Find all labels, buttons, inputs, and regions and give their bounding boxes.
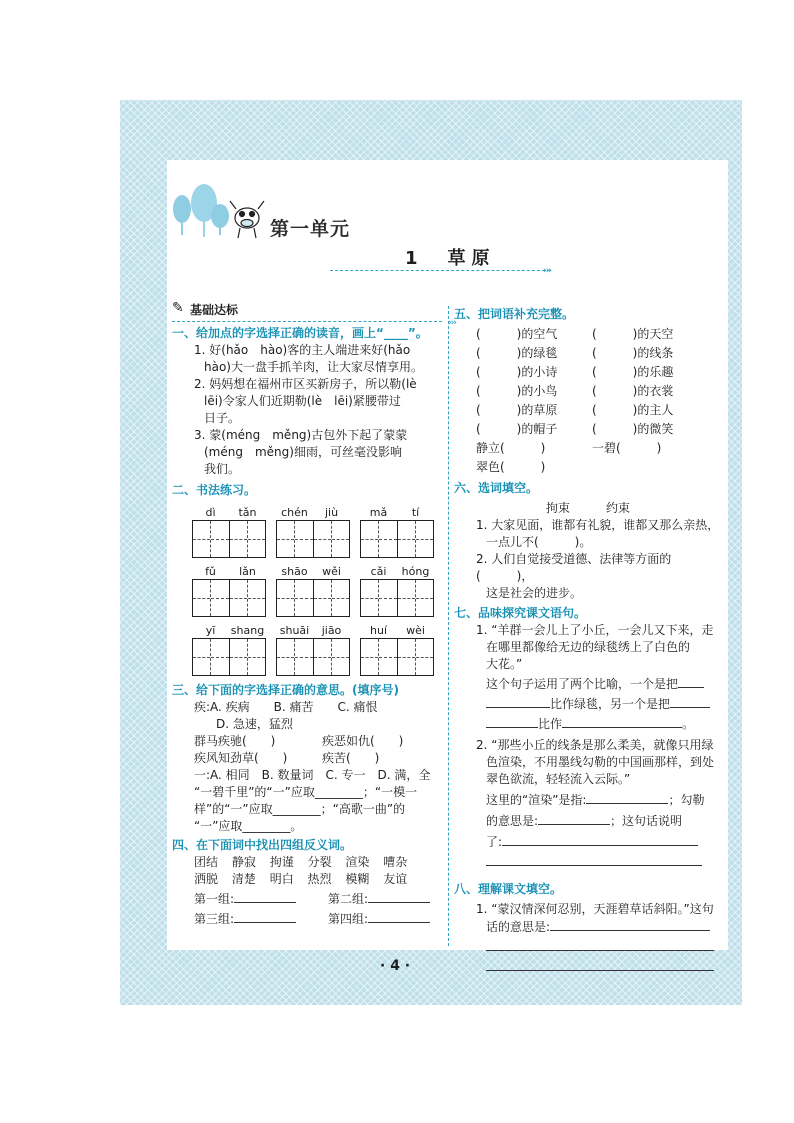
answer-blank[interactable]	[234, 910, 296, 923]
s8-q1-line4	[454, 958, 722, 976]
s1-q2-line1: 2. 妈妈想在福州市区买新房子，所以勒(lè	[194, 377, 417, 391]
s7-q2-line1: 2. “那些小丘的线条是那么柔美，就像只用绿	[476, 738, 714, 752]
answer-blank[interactable]	[486, 958, 714, 971]
s5-row	[454, 439, 722, 458]
s5-row	[454, 344, 722, 363]
answer-blank[interactable]	[368, 910, 430, 923]
s7-q2-line3: 翠色欲流，轻轻流入云际。”	[486, 772, 631, 786]
word: 拘谨	[269, 855, 294, 869]
arrow-decoration: ›››	[543, 266, 552, 276]
s7-text: 这个句子运用了两个比喻，一个是把	[486, 677, 679, 691]
s5-item: ( )的绿毯	[476, 346, 558, 360]
s7-text: 比作	[538, 717, 563, 731]
writing-cells[interactable]	[276, 520, 350, 558]
grid-group	[276, 623, 350, 676]
s7-text: 比作绿毯，另一个是把	[550, 697, 671, 711]
answer-blank[interactable]	[562, 715, 682, 728]
section-3-title: 三、给下面的字选择正确的意思。(填序号)	[172, 683, 399, 697]
s5-item: 静立( )	[476, 441, 546, 455]
s7-q2-line6	[454, 833, 722, 851]
s5-item: ( )的衣裳	[592, 384, 674, 398]
answer-blank[interactable]	[486, 938, 714, 951]
word: 模糊	[345, 872, 370, 886]
section-7-title: 七、品味探究课文语句。	[454, 606, 587, 620]
s7-q1-line3: 大花。”	[486, 657, 523, 671]
group-label: 第四组:	[328, 912, 369, 926]
grid-group	[192, 505, 266, 558]
pinyin: hóng	[401, 565, 430, 578]
section-1-title: 一、给加点的字选择正确的读音，画上“____”。	[172, 326, 428, 340]
writing-cells[interactable]	[276, 579, 350, 617]
s5-item: ( )的空气	[476, 327, 558, 341]
section-basic-text: 基础达标	[190, 303, 239, 317]
answer-blank[interactable]	[486, 853, 702, 866]
pinyin: mǎ	[369, 506, 388, 519]
s7-q1-line2: 在哪里都像给无边的绿毯绣上了白色的	[486, 640, 691, 654]
s5-row	[454, 325, 722, 344]
grid-group	[360, 505, 434, 558]
pinyin: wèi	[406, 624, 425, 637]
s5-item: ( )的帽子	[476, 422, 558, 436]
word: 明白	[269, 872, 294, 886]
s5-item: ( )的微笑	[592, 422, 674, 436]
section-label-basic	[172, 300, 442, 319]
pinyin: wěi	[322, 565, 341, 578]
s1-q1-line2: hào)大一盘手抓羊肉，让大家尽情享用。	[204, 360, 423, 374]
pinyin: tǎn	[238, 506, 257, 519]
pinyin: cǎi	[370, 565, 387, 578]
s7-text: ；这句话说明	[610, 814, 683, 828]
left-column	[172, 300, 456, 928]
group-label: 第一组:	[194, 892, 235, 906]
s5-row	[454, 382, 722, 401]
answer-blank[interactable]	[586, 791, 668, 804]
word: 友谊	[383, 872, 408, 886]
pinyin: yī	[205, 624, 216, 637]
s5-item: ( )的小鸟	[476, 384, 558, 398]
s1-q3-line1: 3. 蒙(méng měng)古包外下起了蒙蒙	[194, 428, 408, 442]
group-label: 第二组:	[328, 892, 369, 906]
unit-title: 第一单元	[270, 218, 351, 240]
s5-item: ( )的主人	[592, 403, 674, 417]
s7-q2-line5	[454, 812, 722, 830]
pinyin: lǎn	[239, 565, 256, 578]
writing-cells[interactable]	[192, 579, 266, 617]
word: 渲染	[345, 855, 370, 869]
s1-q2-line2: lēi)令家人们近期勒(lè lēi)紧腰带过	[204, 394, 401, 408]
section-8-title: 八、理解课文填空。	[454, 882, 563, 896]
writing-cells[interactable]	[192, 520, 266, 558]
grid-row-3	[192, 623, 442, 676]
pinyin: shuāi	[279, 624, 310, 637]
s7-text: 了:	[486, 835, 503, 849]
pinyin: jiù	[324, 506, 339, 519]
s1-q1-line1: 1. 好(hǎo hào)客的主人端进来好(hǎo	[194, 343, 411, 357]
s5-item: ( )的草原	[476, 403, 558, 417]
s8-q1-line1: 1. “蒙汉情深何忍别，天涯碧草话斜阳。”这句	[476, 902, 714, 916]
calligraphy-grid	[172, 505, 442, 676]
grid-group	[276, 505, 350, 558]
s1-q3-line3: 我们。	[204, 462, 241, 476]
writing-cells[interactable]	[360, 638, 434, 676]
word: 团结	[194, 855, 219, 869]
s4-groups-row2	[172, 910, 442, 928]
s3-line7: 样”的“一”应取________；“高歌一曲”的	[194, 802, 406, 816]
answer-blank[interactable]	[678, 675, 704, 688]
s6-q2-line2: 这是社会的进步。	[486, 586, 583, 600]
s5-item: ( )的小诗	[476, 365, 558, 379]
answer-blank[interactable]	[670, 695, 710, 708]
s5-pairs	[454, 325, 722, 477]
answer-blank[interactable]	[550, 918, 710, 931]
page-number: · 4 ·	[380, 958, 411, 974]
writing-cells[interactable]	[192, 638, 266, 676]
writing-cells[interactable]	[360, 520, 434, 558]
grid-group	[360, 564, 434, 617]
s7-q1-line6: 比作 。	[454, 715, 722, 733]
s7-text: ；勾勒	[668, 793, 705, 807]
pinyin: huí	[370, 624, 387, 637]
pinyin: fǔ	[205, 565, 216, 578]
s4-words-row1	[172, 854, 442, 871]
pinyin: shāo	[281, 565, 308, 578]
s3-line5: 一:A. 相同 B. 数量词 C. 专一 D. 满，全	[194, 768, 431, 782]
answer-blank[interactable]	[368, 890, 430, 903]
s7-q1-line5	[454, 695, 722, 713]
s8-text: 话的意思是:	[486, 920, 551, 934]
pencil-icon: ✎	[172, 300, 184, 316]
s3-line6: “一碧千里”的“一”应取________；“一模一	[194, 785, 418, 799]
pinyin: chén	[281, 506, 308, 519]
pinyin: shang	[230, 624, 265, 637]
s3-line8: “一”应取________。	[194, 819, 303, 833]
pinyin: jiāo	[321, 624, 342, 637]
s8-q1-line3	[454, 938, 722, 956]
answer-blank[interactable]	[486, 695, 550, 708]
s3-line1: 疾:A. 疾病 B. 痛苦 C. 痛恨	[194, 700, 378, 714]
s5-item: ( )的乐趣	[592, 365, 674, 379]
s3-line3	[172, 733, 442, 750]
s7-q2-line4	[454, 791, 722, 809]
grid-group	[276, 564, 350, 617]
s6-q2-line1: 2. 人们自觉接受道德、法律等方面的( )，	[476, 552, 672, 583]
section-2-title: 二、书法练习。	[172, 483, 257, 497]
grid-row-1	[192, 505, 442, 558]
word: 分裂	[307, 855, 332, 869]
grid-row-2	[192, 564, 442, 617]
s5-row	[454, 363, 722, 382]
s5-item: ( )的线条	[592, 346, 674, 360]
grid-group	[192, 564, 266, 617]
writing-cells[interactable]	[360, 579, 434, 617]
word: 热烈	[307, 872, 332, 886]
s7-q1-line4	[454, 675, 722, 693]
pinyin: dì	[205, 506, 216, 519]
s6-options: 拘束 约束	[545, 501, 630, 515]
section-4-title: 四、在下面词中找出四组反义词。	[172, 838, 353, 852]
s8-q1-line2	[454, 918, 722, 936]
s3-item: 疾风知劲草( )	[194, 751, 288, 765]
s3-line2: D. 急速，猛烈	[216, 717, 293, 731]
s7-text: 这里的“渲染”是指:	[486, 793, 587, 807]
right-column	[454, 306, 722, 976]
answer-blank[interactable]	[234, 890, 296, 903]
s5-row: 翠色( )	[476, 460, 546, 474]
s6-q1-line2: 一点儿不( )。	[486, 535, 592, 549]
title-underline	[330, 270, 550, 271]
s7-q2-line2: 色渲染，不用墨线勾勒的中国画那样，到处	[486, 755, 715, 769]
writing-cells[interactable]	[276, 638, 350, 676]
answer-blank[interactable]	[538, 812, 610, 825]
s5-item: 一碧( )	[592, 441, 662, 455]
section-5-title: 五、把词语补充完整。	[454, 307, 575, 321]
s5-item: ( )的天空	[592, 327, 674, 341]
grid-group	[192, 623, 266, 676]
answer-blank[interactable]	[502, 833, 698, 846]
s3-item: 疾恶如仇( )	[322, 734, 404, 748]
grid-group	[360, 623, 434, 676]
word: 清楚	[231, 872, 256, 886]
s7-q2-line7	[454, 853, 722, 871]
s7-text: 的意思是:	[486, 814, 539, 828]
section-6-title: 六、选词填空。	[454, 481, 539, 495]
s4-groups-row1	[172, 890, 442, 908]
word: 洒脱	[194, 872, 219, 886]
section-rule	[172, 318, 456, 328]
s1-q3-line2: (méng měng)细雨，可丝毫没影响	[204, 445, 402, 459]
lesson-title: 1 草原	[405, 248, 496, 269]
column-divider	[448, 306, 449, 946]
s3-item: 群马疾驰( )	[194, 734, 276, 748]
s5-row	[454, 420, 722, 439]
s3-item: 疾苦( )	[322, 751, 380, 765]
pinyin: tí	[411, 506, 420, 519]
s4-words-row2	[172, 871, 442, 888]
s6-q1-line1: 1. 大家见面，谁都有礼貌，谁都又那么亲热，	[476, 518, 720, 532]
word: 嘈杂	[383, 855, 408, 869]
answer-blank[interactable]	[486, 715, 538, 728]
group-label: 第三组:	[194, 912, 235, 926]
s3-line4	[172, 750, 442, 767]
s7-q1-line1: 1. “羊群一会儿上了小丘，一会儿又下来，走	[476, 623, 714, 637]
s5-row	[454, 401, 722, 420]
s1-q2-line3: 日子。	[204, 411, 241, 425]
arrow-decoration: ›››	[447, 318, 456, 328]
word: 静寂	[231, 855, 256, 869]
